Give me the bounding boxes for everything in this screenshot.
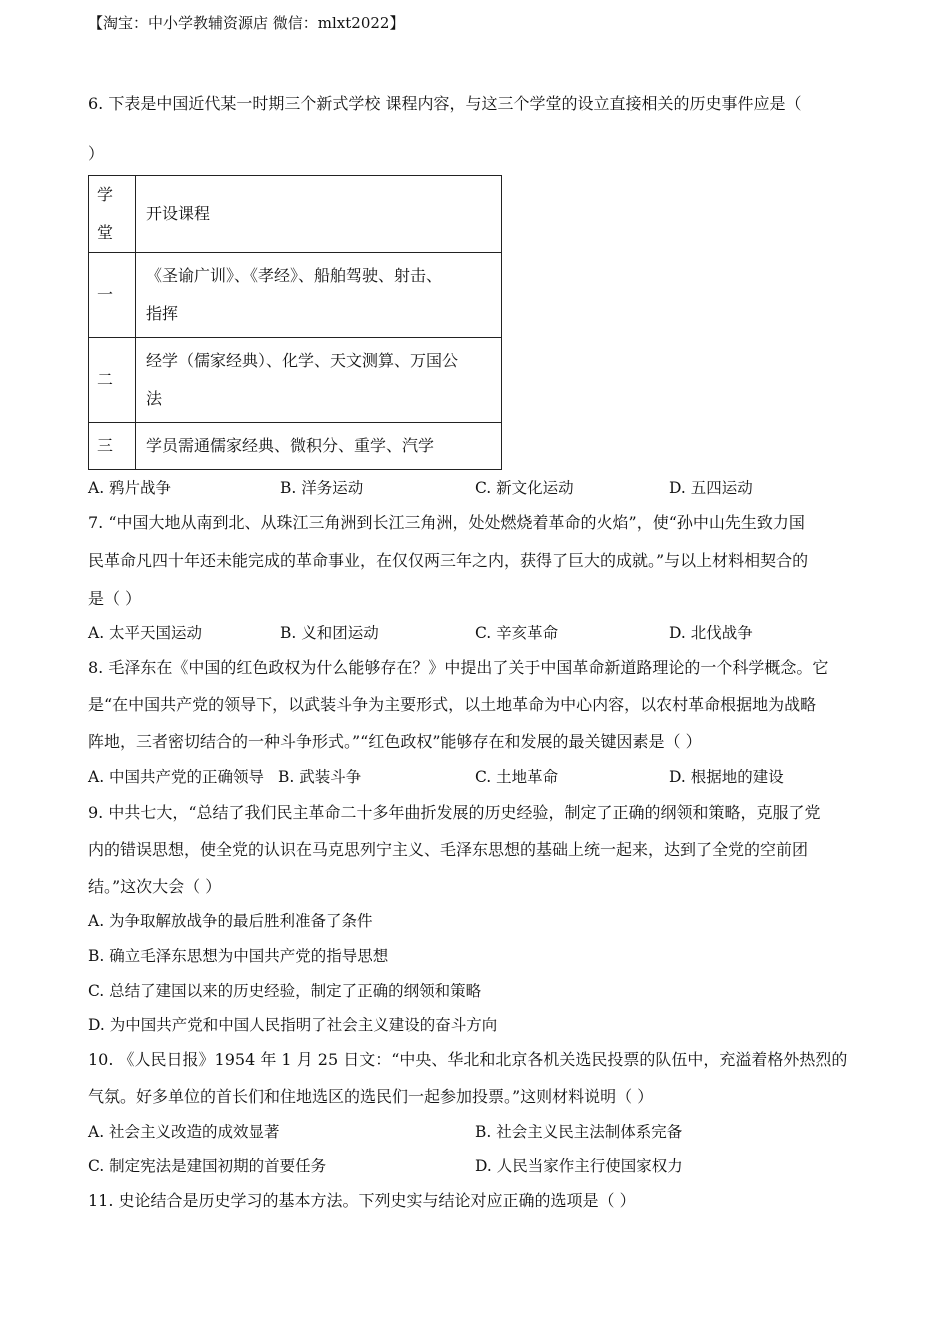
page-header: 【淘宝：中小学教辅资源店 微信：mlxt2022】	[88, 14, 405, 32]
q10-option-d: D. 人民当家作主行使国家权力	[475, 1157, 683, 1175]
q9-stem-line: 结。”这次大会（ ）	[88, 877, 222, 896]
table-header-courses: 开设课程	[136, 176, 502, 253]
q10-option-a: A. 社会主义改造的成效显著	[88, 1123, 280, 1141]
q7-stem-line: 是（ ）	[88, 589, 142, 608]
q8-option-c: C. 土地革命	[475, 768, 559, 786]
table-cell-courses	[136, 253, 502, 338]
q6-option-c: C. 新文化运动	[475, 479, 574, 497]
q9-option-c: C. 总结了建国以来的历史经验，制定了正确的纲领和策略	[88, 982, 482, 1000]
q7-stem-line: 7. “中国大地从南到北、从珠江三角洲到长江三角洲，处处燃烧着革命的火焰”，使“孙中山先生致力国	[88, 513, 805, 532]
q7-stem-line: 民革命凡四十年还未能完成的革命事业，在仅仅两三年之内，获得了巨大的成就。”与以上材料相契合的	[88, 551, 809, 570]
q7-option-a: A. 太平天国运动	[88, 624, 203, 642]
q9-stem-line: 9. 中共七大，“总结了我们民主革命二十多年曲折发展的历史经验，制定了正确的纲领和策略，克服了党	[88, 803, 821, 822]
q7-option-c: C. 辛亥革命	[475, 624, 559, 642]
course-text-line: 指挥	[146, 304, 179, 323]
q8-option-a: A. 中国共产党的正确领导	[88, 768, 265, 786]
table-cell-school: 三	[89, 423, 136, 470]
course-text-line: 《圣谕广训》、《孝经》、船舶驾驶、射击、	[146, 266, 443, 285]
table-row	[89, 338, 502, 423]
table-cell-school: 一	[89, 253, 136, 338]
course-table	[88, 175, 502, 470]
q8-stem-line: 8. 毛泽东在《中国的红色政权为什么能够存在？》中提出了关于中国革命新道路理论的一个科学概念。它	[88, 658, 829, 677]
q8-option-b: B. 武装斗争	[278, 768, 362, 786]
table-row	[89, 253, 502, 338]
course-text-line: 法	[146, 389, 163, 408]
q9-option-d: D. 为中国共产党和中国人民指明了社会主义建设的奋斗方向	[88, 1016, 498, 1034]
table-cell-courses: 学员需通儒家经典、微积分、重学、汽学	[136, 423, 502, 470]
q6-option-d: D. 五四运动	[669, 479, 753, 497]
table-header-row	[89, 176, 502, 253]
q8-option-d: D. 根据地的建设	[669, 768, 784, 786]
q7-option-d: D. 北伐战争	[669, 624, 753, 642]
q10-option-b: B. 社会主义民主法制体系完备	[475, 1123, 683, 1141]
table-header-school: 学堂	[89, 176, 136, 253]
q6-stem: 6. 下表是中国近代某一时期三个新式学校 课程内容，与这三个学堂的设立直接相关的历史事件应是（	[88, 94, 802, 113]
q11-stem-line: 11. 史论结合是历史学习的基本方法。下列史实与结论对应正确的选项是（ ）	[88, 1191, 636, 1210]
q10-stem-line: 气氛。好多单位的首长们和住地选区的选民们一起参加投票。”这则材料说明（ ）	[88, 1087, 654, 1106]
table-row	[89, 423, 502, 470]
course-text-line: 经学（儒家经典）、化学、天文测算、万国公	[146, 351, 459, 370]
table-cell-courses	[136, 338, 502, 423]
q6-option-b: B. 洋务运动	[280, 479, 364, 497]
q9-option-a: A. 为争取解放战争的最后胜利准备了条件	[88, 912, 373, 930]
q6-option-a: A. 鸦片战争	[88, 479, 172, 497]
q6-stem-end: ）	[88, 144, 105, 163]
q9-option-b: B. 确立毛泽东思想为中国共产党的指导思想	[88, 947, 389, 965]
q8-stem-line: 阵地，三者密切结合的一种斗争形式。”“红色政权”能够存在和发展的最关键因素是（ ）	[88, 732, 702, 751]
q7-option-b: B. 义和团运动	[280, 624, 379, 642]
table-cell-school: 二	[89, 338, 136, 423]
q8-stem-line: 是“在中国共产党的领导下，以武装斗争为主要形式，以土地革命为中心内容，以农村革命根据地为战略	[88, 695, 817, 714]
q10-stem-line: 10. 《人民日报》1954 年 1 月 25 日文：“中央、华北和北京各机关选民投票的队伍中，充溢着格外热烈的	[88, 1050, 848, 1069]
q10-option-c: C. 制定宪法是建国初期的首要任务	[88, 1157, 327, 1175]
q9-stem-line: 内的错误思想，使全党的认识在马克思列宁主义、毛泽东思想的基础上统一起来，达到了全党的空前团	[88, 840, 809, 859]
